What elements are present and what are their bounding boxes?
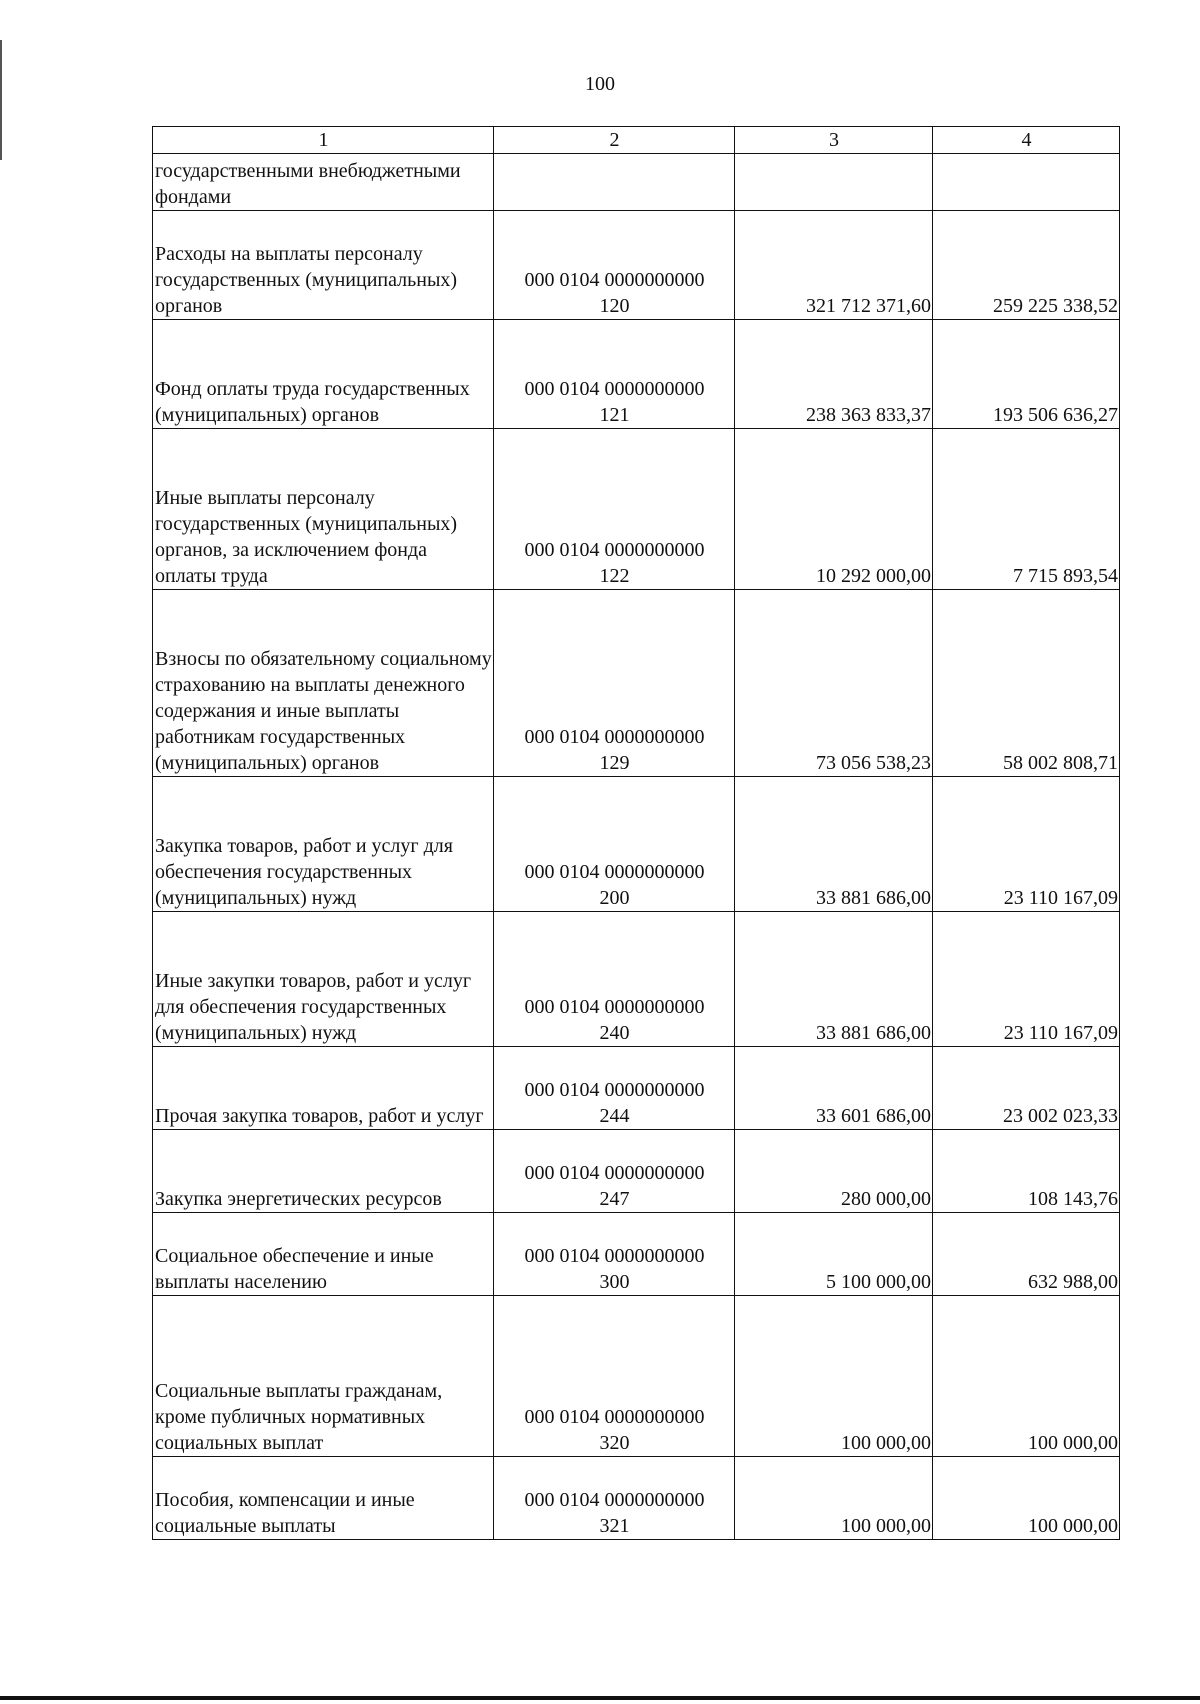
row-value-3: 238 363 833,37 xyxy=(735,320,933,429)
scan-edge-mark xyxy=(0,40,2,160)
row-value-3 xyxy=(735,154,933,211)
row-code-suffix: 200 xyxy=(599,887,630,909)
row-value-3: 10 292 000,00 xyxy=(735,429,933,590)
row-value-4: 100 000,00 xyxy=(933,1457,1120,1540)
row-name: Иные закупки товаров, работ и услуг для обеспечения государственных (муниципальных) нужд xyxy=(153,912,494,1047)
row-code xyxy=(494,1213,735,1296)
row-name: Социальные выплаты гражданам, кроме публичных нормативных социальных выплат xyxy=(153,1296,494,1457)
row-name: Закупка энергетических ресурсов xyxy=(153,1130,494,1213)
row-code-suffix: 240 xyxy=(599,1022,630,1044)
row-code-suffix: 121 xyxy=(599,404,630,426)
row-name: Пособия, компенсации и иные социальные выплаты xyxy=(153,1457,494,1540)
row-value-4 xyxy=(933,154,1120,211)
row-name: Фонд оплаты труда государственных (муниципальных) органов xyxy=(153,320,494,429)
row-name: государственными внебюджетными фондами xyxy=(153,154,494,211)
row-code-main: 000 0104 0000000000 xyxy=(524,378,705,400)
row-value-4: 108 143,76 xyxy=(933,1130,1120,1213)
row-code-suffix: 244 xyxy=(599,1105,630,1127)
page-number: 100 xyxy=(585,73,615,95)
row-code xyxy=(494,320,735,429)
row-name: Прочая закупка товаров, работ и услуг xyxy=(153,1047,494,1130)
row-value-3: 100 000,00 xyxy=(735,1457,933,1540)
row-value-4: 23 110 167,09 xyxy=(933,912,1120,1047)
row-value-4: 58 002 808,71 xyxy=(933,590,1120,777)
row-value-4: 100 000,00 xyxy=(933,1296,1120,1457)
row-code xyxy=(494,154,735,211)
row-name: Расходы на выплаты персоналу государственных (муниципальных) органов xyxy=(153,211,494,320)
row-value-3: 73 056 538,23 xyxy=(735,590,933,777)
row-value-4: 23 002 023,33 xyxy=(933,1047,1120,1130)
header-row xyxy=(153,127,1120,154)
table-row xyxy=(153,211,1120,320)
row-value-4: 632 988,00 xyxy=(933,1213,1120,1296)
row-code-main: 000 0104 0000000000 xyxy=(524,1079,705,1101)
row-code-suffix: 122 xyxy=(599,565,630,587)
row-code xyxy=(494,211,735,320)
row-value-3: 33 881 686,00 xyxy=(735,777,933,912)
row-value-3: 33 601 686,00 xyxy=(735,1047,933,1130)
row-value-4: 7 715 893,54 xyxy=(933,429,1120,590)
row-code-main: 000 0104 0000000000 xyxy=(524,861,705,883)
row-value-3: 280 000,00 xyxy=(735,1130,933,1213)
column-header-1: 1 xyxy=(153,127,494,154)
row-code-suffix: 120 xyxy=(599,295,630,317)
column-header-3: 3 xyxy=(735,127,933,154)
page-bottom-rule xyxy=(0,1696,1200,1700)
row-code xyxy=(494,912,735,1047)
row-code-main: 000 0104 0000000000 xyxy=(524,539,705,561)
row-code-suffix: 129 xyxy=(599,752,630,774)
row-name: Социальное обеспечение и иные выплаты населению xyxy=(153,1213,494,1296)
row-code xyxy=(494,777,735,912)
row-code-main: 000 0104 0000000000 xyxy=(524,726,705,748)
table-row xyxy=(153,154,1120,211)
row-name: Иные выплаты персоналу государственных (муниципальных) органов, за исключением фонда оплаты труда xyxy=(153,429,494,590)
row-code-main: 000 0104 0000000000 xyxy=(524,1162,705,1184)
table-row xyxy=(153,912,1120,1047)
row-code xyxy=(494,1047,735,1130)
row-value-4: 259 225 338,52 xyxy=(933,211,1120,320)
row-code-suffix: 300 xyxy=(599,1271,630,1293)
row-code-suffix: 321 xyxy=(599,1515,630,1537)
row-code-main: 000 0104 0000000000 xyxy=(524,269,705,291)
table-row xyxy=(153,777,1120,912)
row-code-main: 000 0104 0000000000 xyxy=(524,1406,705,1428)
table-row xyxy=(153,429,1120,590)
row-value-4: 23 110 167,09 xyxy=(933,777,1120,912)
table-row xyxy=(153,1457,1120,1540)
row-code xyxy=(494,590,735,777)
table-row xyxy=(153,590,1120,777)
row-code xyxy=(494,1457,735,1540)
table-row xyxy=(153,1296,1120,1457)
row-code-main: 000 0104 0000000000 xyxy=(524,1245,705,1267)
table-row xyxy=(153,1047,1120,1130)
row-name: Взносы по обязательному социальному страхованию на выплаты денежного содержания и иные выплаты работникам государственных (муниципальных) органов xyxy=(153,590,494,777)
row-value-3: 33 881 686,00 xyxy=(735,912,933,1047)
row-code-main: 000 0104 0000000000 xyxy=(524,1489,705,1511)
budget-table xyxy=(152,126,1120,1540)
row-code xyxy=(494,1130,735,1213)
row-code xyxy=(494,429,735,590)
row-code xyxy=(494,1296,735,1457)
row-code-suffix: 247 xyxy=(599,1188,630,1210)
column-header-2: 2 xyxy=(494,127,735,154)
row-value-4: 193 506 636,27 xyxy=(933,320,1120,429)
row-name: Закупка товаров, работ и услуг для обеспечения государственных (муниципальных) нужд xyxy=(153,777,494,912)
table-row xyxy=(153,320,1120,429)
row-value-3: 321 712 371,60 xyxy=(735,211,933,320)
column-header-4: 4 xyxy=(933,127,1120,154)
row-value-3: 5 100 000,00 xyxy=(735,1213,933,1296)
table-row xyxy=(153,1130,1120,1213)
table-row xyxy=(153,1213,1120,1296)
row-code-main: 000 0104 0000000000 xyxy=(524,996,705,1018)
row-value-3: 100 000,00 xyxy=(735,1296,933,1457)
row-code-suffix: 320 xyxy=(599,1432,630,1454)
